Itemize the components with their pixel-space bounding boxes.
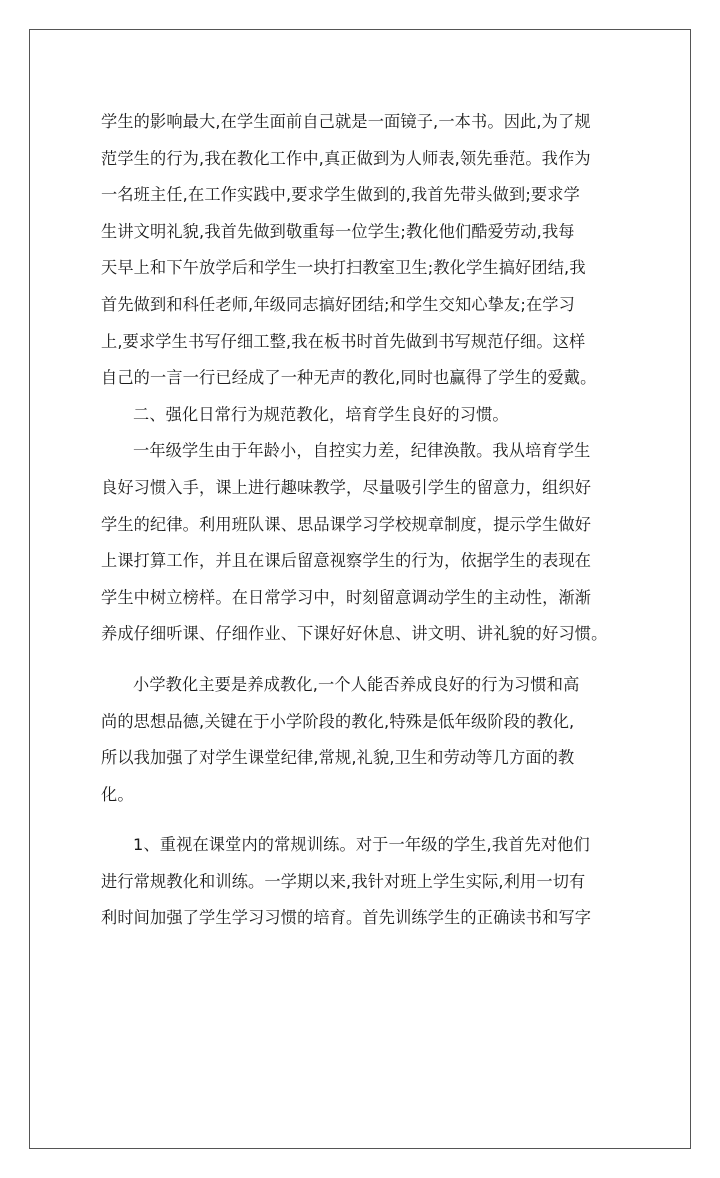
paragraph-routine-training — [101, 827, 631, 937]
text-line: 首先做到和科任老师,年级同志搞好团结;和学生交知心挚友;在学习 — [101, 294, 575, 314]
text-line: 上,要求学生书写仔细工整,我在板书时首先做到书写规范仔细。这样 — [101, 331, 586, 351]
text-line: 尚的思想品德,关键在于小学阶段的教化,特殊是低年级阶段的教化, — [101, 711, 575, 731]
text-line: 学生中树立榜样。在日常学习中，时刻留意调动学生的主动性，渐渐 — [101, 587, 592, 607]
text-line: 自己的一言一行已经成了一种无声的教化,同时也赢得了学生的爱戴。 — [101, 368, 597, 388]
text-line: 一年级学生由于年龄小，自控实力差，纪律涣散。我从培育学生 — [133, 441, 591, 461]
text-line: 化。 — [101, 784, 134, 804]
text-line: 学生的影响最大,在学生面前自己就是一面镜子,一本书。因此,为了规 — [101, 112, 591, 131]
paragraph-grade-one — [101, 433, 631, 653]
text-line: 1、重视在课堂内的常规训练。对于一年级的学生,我首先对他们 — [133, 835, 590, 855]
text-line: 上课打算工作，并且在课后留意视察学生的行为，依据学生的表现在 — [101, 551, 592, 571]
text-line: 进行常规教化和训练。一学期以来,我针对班上学生实际,利用一切有 — [101, 871, 586, 891]
text-line: 范学生的行为,我在教化工作中,真正做到为人师表,领先垂范。我作为 — [101, 148, 591, 168]
text-line: 良好习惯入手，课上进行趣味教学，尽量吸引学生的留意力，组织好 — [101, 477, 592, 497]
paragraph-primary-education — [101, 667, 631, 813]
text-line: 一名班主任,在工作实践中,要求学生做到的,我首先带头做到;要求学 — [101, 185, 580, 205]
heading-line: 二、强化日常行为规范教化，培育学生良好的习惯。 — [133, 404, 509, 424]
text-line: 生讲文明礼貌,我首先做到敬重每一位学生;教化他们酷爱劳动,我每 — [101, 221, 575, 241]
paragraph-role-model — [101, 104, 631, 397]
text-line: 学生的纪律。利用班队课、思品课学习学校规章制度，提示学生做好 — [101, 514, 592, 534]
document-body — [101, 104, 631, 937]
text-line: 利时间加强了学生学习习惯的培育。首先训练学生的正确读书和写字 — [101, 908, 592, 928]
text-line: 养成仔细听课、仔细作业、下课好好休息、讲文明、讲礼貌的好习惯。 — [101, 624, 608, 644]
text-line: 天早上和下午放学后和学生一块打扫教室卫生;教化学生搞好团结,我 — [101, 258, 586, 278]
text-line: 所以我加强了对学生课堂纪律,常规,礼貌,卫生和劳动等几方面的教 — [101, 748, 575, 768]
text-line: 小学教化主要是养成教化,一个人能否养成良好的行为习惯和高 — [133, 674, 580, 694]
section-heading — [101, 397, 631, 434]
